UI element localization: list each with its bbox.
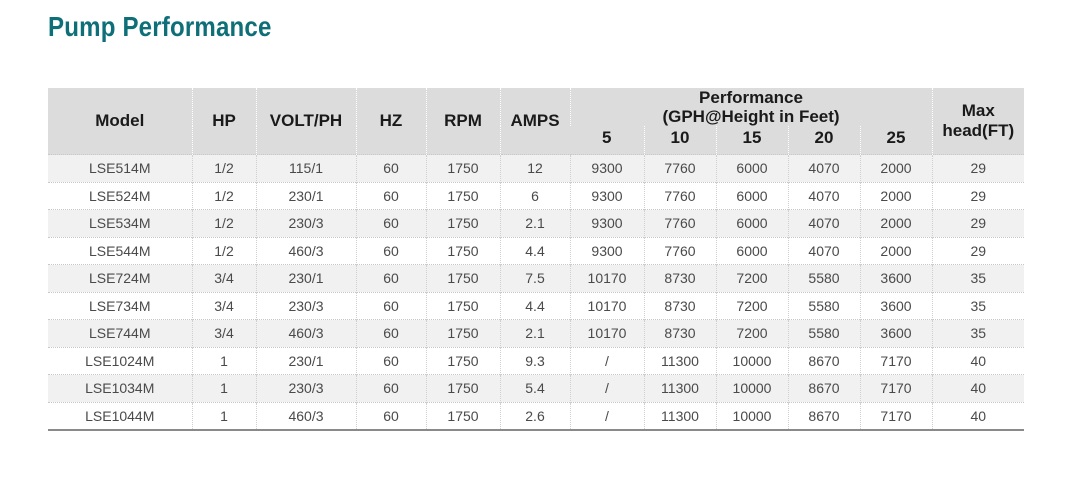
cell-model: LSE524M <box>48 182 192 210</box>
cell-rpm: 1750 <box>426 155 500 183</box>
cell-volt-ph: 460/3 <box>256 320 356 348</box>
pump-performance-table <box>48 88 1024 431</box>
cell-hz: 60 <box>356 155 426 183</box>
header-performance-subtitle: (GPH@Height in Feet) <box>662 107 840 126</box>
cell-gph-25ft: 7170 <box>860 402 932 430</box>
cell-max-head: 29 <box>932 210 1024 238</box>
cell-gph-20ft: 4070 <box>788 182 860 210</box>
cell-gph-20ft: 4070 <box>788 210 860 238</box>
cell-hp: 3/4 <box>192 292 256 320</box>
cell-gph-10ft: 11300 <box>644 347 716 375</box>
pump-performance-table-container <box>48 88 1024 431</box>
cell-hz: 60 <box>356 347 426 375</box>
cell-rpm: 1750 <box>426 265 500 293</box>
cell-hp: 1/2 <box>192 237 256 265</box>
cell-model: LSE534M <box>48 210 192 238</box>
table-row <box>48 182 1024 210</box>
cell-gph-10ft: 11300 <box>644 375 716 403</box>
cell-gph-10ft: 11300 <box>644 402 716 430</box>
table-row <box>48 347 1024 375</box>
cell-hp: 1 <box>192 347 256 375</box>
cell-gph-5ft: 9300 <box>570 182 644 210</box>
page-title: Pump Performance <box>48 11 272 42</box>
cell-volt-ph: 115/1 <box>256 155 356 183</box>
header-height-25: 25 <box>860 126 932 155</box>
cell-hp: 1/2 <box>192 182 256 210</box>
cell-gph-25ft: 7170 <box>860 375 932 403</box>
cell-hz: 60 <box>356 375 426 403</box>
cell-max-head: 29 <box>932 182 1024 210</box>
cell-gph-5ft: / <box>570 347 644 375</box>
cell-volt-ph: 460/3 <box>256 402 356 430</box>
cell-gph-15ft: 6000 <box>716 210 788 238</box>
cell-gph-25ft: 3600 <box>860 320 932 348</box>
header-max-head-line2: head(FT) <box>942 121 1015 140</box>
cell-gph-25ft: 3600 <box>860 265 932 293</box>
table-row <box>48 375 1024 403</box>
cell-amps: 2.1 <box>500 320 570 348</box>
cell-max-head: 40 <box>932 347 1024 375</box>
header-rpm: RPM <box>426 88 500 155</box>
cell-gph-15ft: 7200 <box>716 320 788 348</box>
cell-gph-10ft: 7760 <box>644 210 716 238</box>
cell-gph-15ft: 10000 <box>716 375 788 403</box>
cell-gph-15ft: 7200 <box>716 292 788 320</box>
table-row <box>48 402 1024 430</box>
cell-max-head: 40 <box>932 402 1024 430</box>
header-performance-title: Performance <box>699 88 803 107</box>
cell-rpm: 1750 <box>426 375 500 403</box>
cell-gph-25ft: 3600 <box>860 292 932 320</box>
cell-gph-10ft: 7760 <box>644 237 716 265</box>
cell-gph-15ft: 6000 <box>716 155 788 183</box>
header-volt-ph: VOLT/PH <box>256 88 356 155</box>
cell-hp: 3/4 <box>192 320 256 348</box>
header-height-20: 20 <box>788 126 860 155</box>
header-performance-group <box>570 88 932 126</box>
cell-rpm: 1750 <box>426 182 500 210</box>
cell-hz: 60 <box>356 320 426 348</box>
cell-model: LSE514M <box>48 155 192 183</box>
cell-amps: 5.4 <box>500 375 570 403</box>
header-max-head <box>932 88 1024 155</box>
table-row <box>48 155 1024 183</box>
header-amps: AMPS <box>500 88 570 155</box>
table-row <box>48 320 1024 348</box>
cell-volt-ph: 230/3 <box>256 292 356 320</box>
cell-hz: 60 <box>356 402 426 430</box>
table-header <box>48 88 1024 155</box>
cell-gph-10ft: 8730 <box>644 265 716 293</box>
cell-gph-20ft: 4070 <box>788 155 860 183</box>
cell-volt-ph: 230/3 <box>256 210 356 238</box>
cell-gph-5ft: 10170 <box>570 265 644 293</box>
cell-hp: 1 <box>192 375 256 403</box>
cell-max-head: 40 <box>932 375 1024 403</box>
cell-model: LSE734M <box>48 292 192 320</box>
cell-gph-25ft: 2000 <box>860 182 932 210</box>
cell-model: LSE724M <box>48 265 192 293</box>
header-max-head-line1: Max <box>961 101 995 120</box>
header-height-15: 15 <box>716 126 788 155</box>
cell-gph-10ft: 8730 <box>644 320 716 348</box>
cell-amps: 4.4 <box>500 237 570 265</box>
cell-gph-25ft: 2000 <box>860 155 932 183</box>
cell-volt-ph: 230/1 <box>256 347 356 375</box>
cell-hp: 1/2 <box>192 155 256 183</box>
cell-rpm: 1750 <box>426 292 500 320</box>
cell-hp: 1/2 <box>192 210 256 238</box>
table-body <box>48 155 1024 431</box>
cell-gph-10ft: 7760 <box>644 182 716 210</box>
cell-gph-25ft: 2000 <box>860 237 932 265</box>
cell-hp: 1 <box>192 402 256 430</box>
cell-gph-15ft: 10000 <box>716 402 788 430</box>
table-row <box>48 265 1024 293</box>
cell-gph-5ft: 9300 <box>570 237 644 265</box>
cell-hz: 60 <box>356 265 426 293</box>
cell-rpm: 1750 <box>426 402 500 430</box>
cell-amps: 2.6 <box>500 402 570 430</box>
cell-hz: 60 <box>356 237 426 265</box>
cell-model: LSE1044M <box>48 402 192 430</box>
cell-amps: 2.1 <box>500 210 570 238</box>
cell-gph-25ft: 7170 <box>860 347 932 375</box>
cell-gph-10ft: 8730 <box>644 292 716 320</box>
cell-hp: 3/4 <box>192 265 256 293</box>
cell-gph-5ft: 9300 <box>570 155 644 183</box>
cell-gph-5ft: 10170 <box>570 320 644 348</box>
cell-gph-5ft: / <box>570 375 644 403</box>
cell-gph-20ft: 5580 <box>788 320 860 348</box>
cell-gph-5ft: 10170 <box>570 292 644 320</box>
cell-gph-15ft: 10000 <box>716 347 788 375</box>
cell-rpm: 1750 <box>426 210 500 238</box>
header-height-10: 10 <box>644 126 716 155</box>
cell-volt-ph: 230/1 <box>256 182 356 210</box>
table-row <box>48 292 1024 320</box>
cell-gph-10ft: 7760 <box>644 155 716 183</box>
cell-model: LSE1034M <box>48 375 192 403</box>
cell-max-head: 35 <box>932 292 1024 320</box>
cell-rpm: 1750 <box>426 320 500 348</box>
cell-gph-15ft: 6000 <box>716 237 788 265</box>
cell-gph-5ft: 9300 <box>570 210 644 238</box>
header-hp: HP <box>192 88 256 155</box>
cell-rpm: 1750 <box>426 347 500 375</box>
cell-model: LSE744M <box>48 320 192 348</box>
cell-gph-20ft: 4070 <box>788 237 860 265</box>
cell-hz: 60 <box>356 182 426 210</box>
cell-max-head: 29 <box>932 155 1024 183</box>
cell-rpm: 1750 <box>426 237 500 265</box>
cell-model: LSE1024M <box>48 347 192 375</box>
cell-max-head: 35 <box>932 265 1024 293</box>
cell-gph-15ft: 7200 <box>716 265 788 293</box>
cell-gph-20ft: 8670 <box>788 347 860 375</box>
cell-hz: 60 <box>356 210 426 238</box>
cell-amps: 9.3 <box>500 347 570 375</box>
cell-gph-20ft: 8670 <box>788 402 860 430</box>
cell-volt-ph: 460/3 <box>256 237 356 265</box>
table-row <box>48 237 1024 265</box>
cell-max-head: 35 <box>932 320 1024 348</box>
cell-gph-20ft: 8670 <box>788 375 860 403</box>
header-model: Model <box>48 88 192 155</box>
cell-gph-15ft: 6000 <box>716 182 788 210</box>
cell-gph-25ft: 2000 <box>860 210 932 238</box>
cell-amps: 7.5 <box>500 265 570 293</box>
cell-hz: 60 <box>356 292 426 320</box>
cell-model: LSE544M <box>48 237 192 265</box>
cell-amps: 6 <box>500 182 570 210</box>
cell-amps: 4.4 <box>500 292 570 320</box>
header-hz: HZ <box>356 88 426 155</box>
cell-volt-ph: 230/3 <box>256 375 356 403</box>
header-height-5: 5 <box>570 126 644 155</box>
cell-max-head: 29 <box>932 237 1024 265</box>
cell-gph-20ft: 5580 <box>788 265 860 293</box>
cell-gph-20ft: 5580 <box>788 292 860 320</box>
cell-volt-ph: 230/1 <box>256 265 356 293</box>
table-row <box>48 210 1024 238</box>
cell-gph-5ft: / <box>570 402 644 430</box>
cell-amps: 12 <box>500 155 570 183</box>
